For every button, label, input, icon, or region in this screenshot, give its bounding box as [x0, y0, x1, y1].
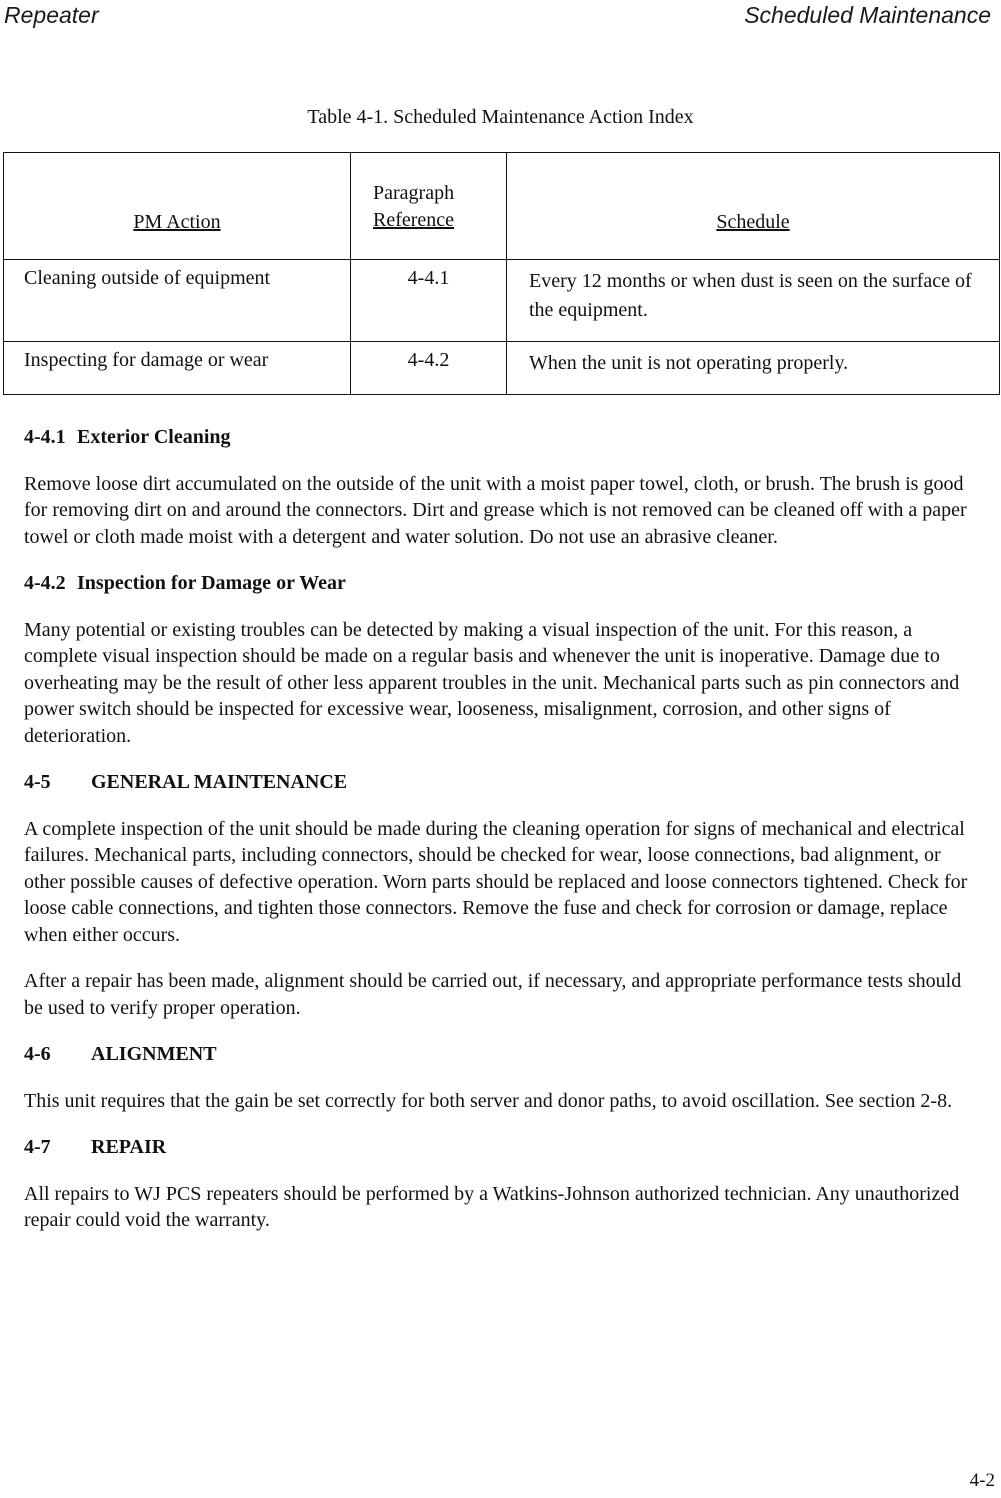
paragraph: Many potential or existing troubles can be detected by making a visual inspection of the unit. For this reason, a complete visual inspection should be made on a regular basis and whenever the unit is inoperative. Damage due to overheating may be the result of other less apparent troubles in the unit. Mechanical parts such as pin connectors and power switch should be inspected for excessive wear, looseness, misalignment, corrosion, and other signs of deterioration.: [24, 618, 960, 747]
table-row: [4, 342, 1000, 395]
maintenance-action-table: [3, 152, 1000, 395]
document-body: [24, 424, 984, 1254]
section-heading-4-7: 4-7 REPAIR: [24, 1136, 167, 1158]
cell-action: Inspecting for damage or wear: [4, 342, 351, 395]
running-header-left: Repeater: [4, 2, 99, 28]
column-header-schedule: Schedule: [507, 153, 1000, 260]
cell-reference: 4-4.2: [351, 342, 507, 395]
paragraph: After a repair has been made, alignment should be carried out, if necessary, and appropriate performance tests should be used to verify proper operation.: [24, 970, 962, 1019]
table-caption: Table 4-1. Scheduled Maintenance Action Index: [307, 106, 694, 128]
paragraph: All repairs to WJ PCS repeaters should be performed by a Watkins-Johnson authorized technician. Any unauthorized repair could void the warranty.: [24, 1182, 960, 1231]
cell-action: Cleaning outside of equipment: [4, 260, 351, 342]
column-header-reference-line2: Reference: [373, 209, 455, 231]
section-heading-4-6: 4-6 ALIGNMENT: [24, 1043, 217, 1065]
table-header-row: [4, 153, 1000, 260]
section-heading-4-5: 4-5 GENERAL MAINTENANCE: [24, 771, 348, 793]
table-row: [4, 260, 1000, 342]
section-heading-4-4-1: 4-4.1 Exterior Cleaning: [24, 426, 231, 448]
page-number: 4-2: [969, 1470, 995, 1491]
cell-schedule: When the unit is not operating properly.: [507, 342, 1000, 395]
column-header-reference: [351, 153, 507, 260]
cell-schedule: Every 12 months or when dust is seen on the surface of the equipment.: [507, 260, 1000, 342]
paragraph: This unit requires that the gain be set correctly for both server and donor paths, to avoid oscillation. See section 2-8.: [24, 1089, 953, 1112]
column-header-reference-line1: Paragraph: [373, 182, 455, 204]
section-heading-4-4-2: 4-4.2 Inspection for Damage or Wear: [24, 572, 346, 594]
paragraph: A complete inspection of the unit should be made during the cleaning operation for signs of mechanical and electrical failures. Mechanical parts, including connectors, should be checked for wear, loose connections, bad alignment, or other possible causes of defective operation. Worn parts should be replaced and loose connectors tightened. Check for loose cable connections, and tighten those connectors. Remove the fuse and check for corrosion or damage, replace when either occurs.: [24, 817, 968, 946]
column-header-pm-action: PM Action: [4, 153, 351, 260]
cell-reference: 4-4.1: [351, 260, 507, 342]
paragraph: Remove loose dirt accumulated on the outside of the unit with a moist paper towel, cloth, or brush. The brush is good for removing dirt on and around the connectors. Dirt and grease which is not removed can be cleaned off with a paper towel or cloth made moist with a detergent and water solution. Do not use an abrasive cleaner.: [24, 472, 967, 548]
running-header-right: Scheduled Maintenance: [744, 2, 991, 28]
